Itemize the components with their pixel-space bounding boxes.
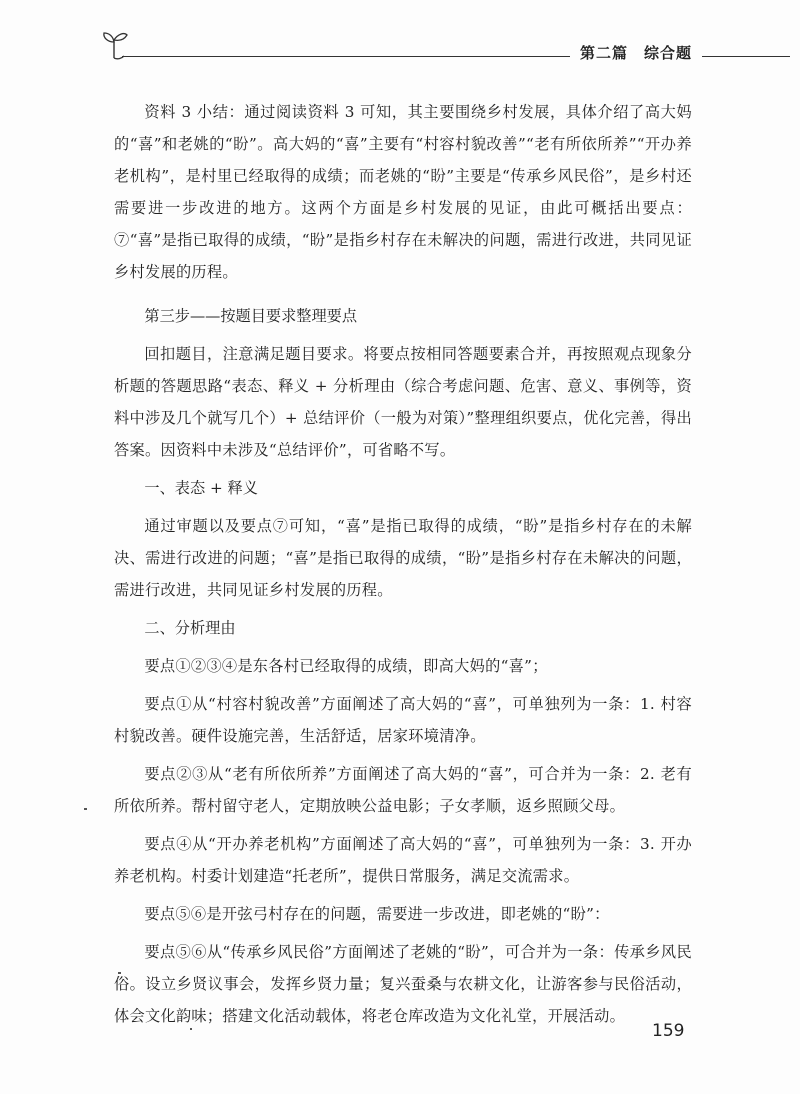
step-heading: 第三步——按题目要求整理要点 bbox=[144, 307, 358, 325]
page-number: 159 bbox=[652, 1021, 685, 1041]
header-rule-right bbox=[698, 56, 790, 57]
paragraph-summary: 资料 3 小结：通过阅读资料 3 可知，其主要围绕乡村发展，具体介绍了高大妈的“喜”和老姚的“盼”。高大妈的“喜”主要有“村容村貌改善”“老有所依所养”“开办养老机构”，是村里已经取得的成绩；而老姚的“盼”主要是“传承乡风民俗”，是乡村还需要进一步改进的地方。这两个方面是乡村发展的见证，由此可概括出要点：⑦“喜”是指已取得的成绩，“盼”是指乡村存在未解决的问题，需进行改进，共同见证乡村发展的历程。 bbox=[114, 103, 692, 281]
paragraph-point-1: 要点①从“村容村貌改善”方面阐述了高大妈的“喜”，可单独列为一条：1. 村容村貌改善。硬件设施完善，生活舒适，居家环境清净。 bbox=[114, 695, 692, 745]
subheading-reasons: 二、分析理由 bbox=[144, 619, 236, 637]
scan-speck bbox=[118, 972, 121, 974]
subheading-stance: 一、表态 + 释义 bbox=[144, 479, 258, 497]
scan-speck bbox=[190, 1028, 192, 1030]
page-header bbox=[100, 28, 790, 64]
paragraph-points-1234: 要点①②③④是东各村已经取得的成绩，即高大妈的“喜”； bbox=[144, 657, 548, 675]
paragraph-instructions: 回扣题目，注意满足题目要求。将要点按相同答题要素合并，再按照观点现象分析题的答题思路“表态、释义 + 分析理由（综合考虑问题、危害、意义、事例等，资料中涉及几个就写几个）+ 总结评价（一般为对策）”整理组织要点，优化完善，得出答案。因资料中未涉及“总结评价”，可省略不写。 bbox=[114, 345, 692, 459]
section-title: 第二篇 综合题 bbox=[570, 42, 702, 63]
paragraph-point-4: 要点④从“开办养老机构”方面阐述了高大妈的“喜”，可单独列为一条：3. 开办养老机构。村委计划建造“托老所”，提供日常服务，满足交流需求。 bbox=[114, 835, 692, 885]
paragraph-point-56-detail: 要点⑤⑥从“传承乡风民俗”方面阐述了老姚的“盼”，可合并为一条：传承乡风民俗。设立乡贤议事会，发挥乡贤力量；复兴蚕桑与农耕文化，让游客参与民俗活动，体会文化韵味；搭建文化活动载体，将老仓库改造为文化礼堂，开展活动。 bbox=[114, 943, 692, 1025]
paragraph-stance: 通过审题以及要点⑦可知，“喜”是指已取得的成绩，“盼”是指乡村存在的未解决、需进行改进的问题；“喜”是指已取得的成绩，“盼”是指乡村存在未解决的问题，需进行改进，共同见证乡村发展的历程。 bbox=[114, 517, 692, 599]
paragraph-point-23: 要点②③从“老有所依所养”方面阐述了高大妈的“喜”，可合并为一条：2. 老有所依所养。帮村留守老人，定期放映公益电影；子女孝顺，返乡照顾父母。 bbox=[114, 765, 692, 815]
page-body bbox=[114, 96, 692, 1032]
paragraph-points-56: 要点⑤⑥是开弦弓村存在的问题，需要进一步改进，即老姚的“盼”： bbox=[144, 905, 610, 923]
scan-speck bbox=[84, 808, 87, 810]
